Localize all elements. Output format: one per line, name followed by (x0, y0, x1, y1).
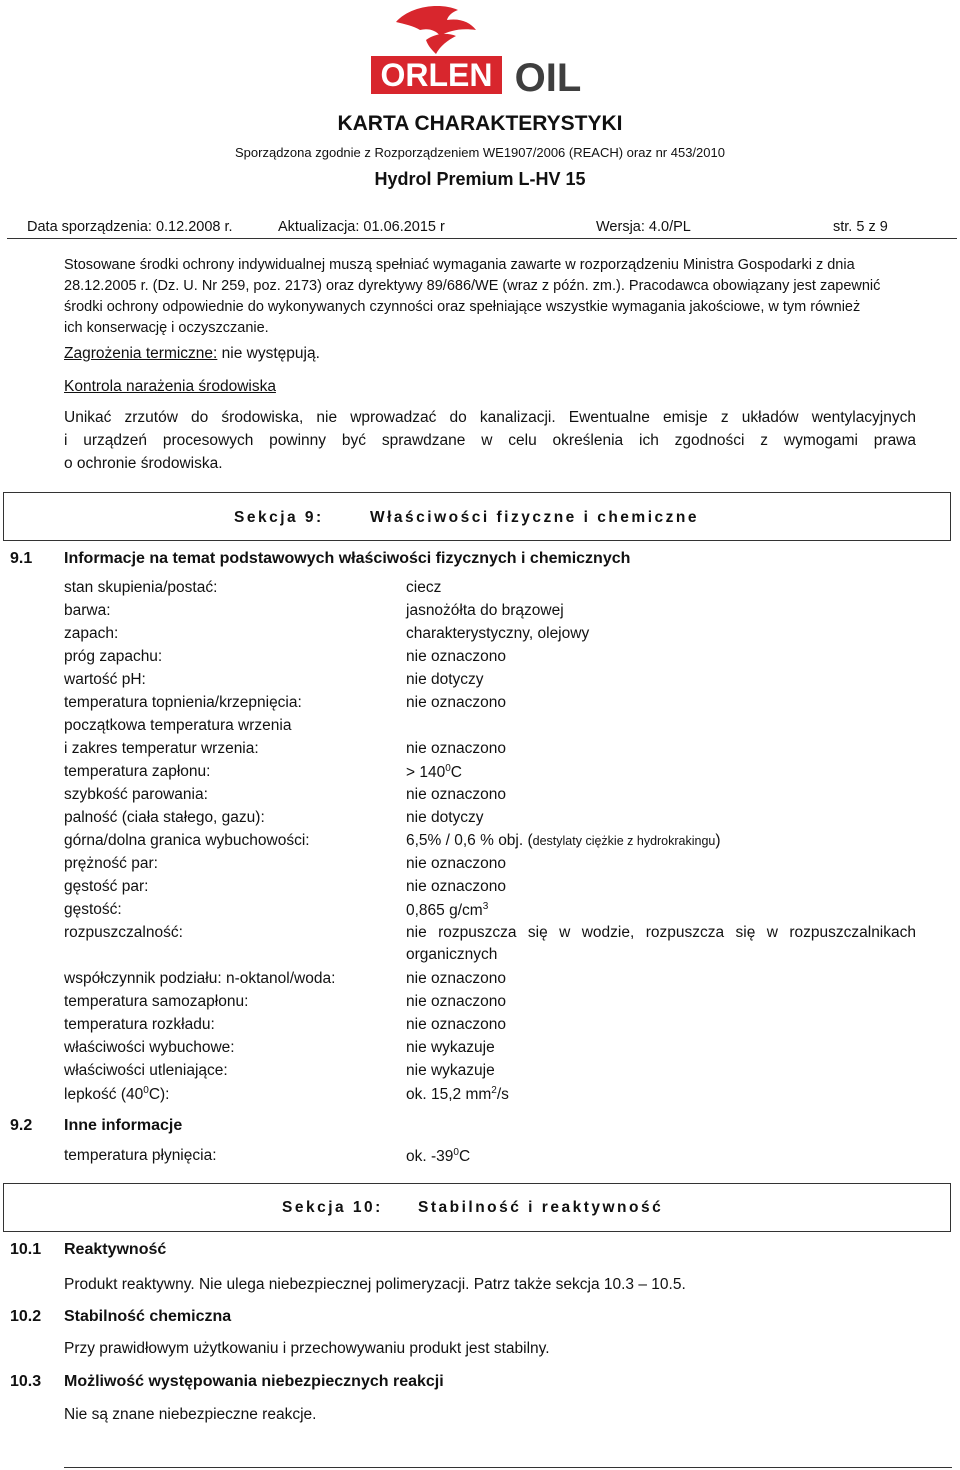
ppe-line-2: 28.12.2005 r. (Dz. U. Nr 259, poz. 2173) oraz dyrektywy 89/686/WE (wraz z późn. zm.). Pracodawca obowiązany jest zapewnić (64, 278, 881, 294)
property-label: temperatura samozapłonu: (64, 993, 249, 1010)
subsection-10-2-title: Stabilność chemiczna (64, 1308, 232, 1325)
property-label: prężność par: (64, 855, 158, 872)
page-number: str. 5 z 9 (833, 219, 888, 235)
property-label: początkowa temperatura wrzenia (64, 717, 292, 734)
env-paragraph (64, 406, 916, 475)
property-label: stan skupienia/postać: (64, 579, 218, 596)
section-10-label: Sekcja 10: (282, 1199, 383, 1216)
property-value: nie oznaczono (406, 694, 506, 711)
property-value: nie rozpuszcza się w wodzie, rozpuszcza się w rozpuszczalnikach organicznych (406, 924, 916, 963)
property-label: współczynnik podziału: n-oktanol/woda: (64, 970, 336, 987)
property-label: gęstość par: (64, 878, 149, 895)
property-value: > $140^0C$ (406, 763, 462, 782)
subsection-9-2-title: Inne informacje (64, 1117, 183, 1134)
subsection-10-1-title: Reaktywność (64, 1241, 167, 1258)
logo-text-orlen: ORLEN (380, 57, 493, 93)
property-label: właściwości wybuchowe: (64, 1039, 235, 1056)
property-label: lepkość $(40^0C)$: (64, 1085, 170, 1104)
subsection-9-2-number: 9.2 (10, 1117, 33, 1134)
env-line-3: o ochronie środowiska. (64, 455, 223, 472)
ppe-line-1: Stosowane środki ochrony indywidualnej muszą spełniać wymagania zawarte w rozporządzeniu Ministra Gospodarki z dnia (64, 257, 855, 273)
reactivity-text: Produkt reaktywny. Nie ulega niebezpiecznej polimeryzacji. Patrz także sekcja 10.3 – 10.5. (64, 1276, 686, 1293)
property-value: nie dotyczy (406, 671, 484, 688)
version: Wersja: 4.0/PL (596, 219, 691, 235)
property-label: gęstość: (64, 901, 122, 918)
document-title: KARTA CHARAKTERYSTYKI (337, 112, 623, 135)
subsection-9-1-number: 9.1 (10, 550, 33, 567)
orlen-oil-logo (0, 0, 960, 100)
property-value: nie oznaczono (406, 878, 506, 895)
section-9-title: Właściwości fizyczne i chemiczne (370, 509, 699, 526)
property-label: palność (ciała stałego, gazu): (64, 809, 265, 826)
property-value: nie oznaczono (406, 970, 506, 987)
subsection-10-2-number: 10.2 (10, 1308, 42, 1325)
ppe-line-4: ich konserwację i oczyszczanie. (64, 320, 269, 336)
thermal-hazards-label: Zagrożenia termiczne: (64, 345, 218, 362)
hazardous-reactions-text: Nie są znane niebezpieczne reakcje. (64, 1406, 317, 1423)
subsection-9-1-title: Informacje na temat podstawowych właściwości fizycznych i chemicznych (64, 550, 631, 567)
env-line-2: i urządzeń procesowych powinny być sprawdzane w celu określenia ich zgodności z wymogami prawa (64, 432, 916, 449)
property-label: górna/dolna granica wybuchowości: (64, 832, 310, 849)
property-label: wartość pH: (64, 671, 146, 688)
property-label: i zakres temperatur wrzenia: (64, 740, 259, 757)
property-value: nie wykazuje (406, 1039, 495, 1056)
property-label: temperatura rozkładu: (64, 1016, 215, 1033)
update-date: Aktualizacja: 01.06.2015 r (278, 219, 445, 235)
section-10-title: Stabilność i reaktywność (418, 1199, 664, 1216)
property-label: próg zapachu: (64, 648, 163, 665)
property-label: temperatura topnienia/krzepnięcia: (64, 694, 302, 711)
property-label: zapach: (64, 625, 119, 642)
ppe-line-3: środki ochrony odpowiednie do wykonywanych czynności oraz spełniające wszystkie wymagania jakościowe, w tym również (64, 299, 861, 315)
thermal-hazards (64, 345, 320, 363)
product-name: Hydrol Premium L-HV 15 (374, 169, 586, 189)
eagle-icon (396, 6, 476, 54)
property-label: barwa: (64, 602, 111, 619)
subsection-10-1-number: 10.1 (10, 1241, 42, 1258)
logo-text-oil: OIL (514, 56, 582, 100)
document-subtitle: Sporządzona zgodnie z Rozporządzeniem WE1907/2006 (REACH) oraz nr 453/2010 (235, 145, 725, 160)
property-value: 0,865 $g/cm^3$ (406, 901, 489, 920)
section-9-label: Sekcja 9: (234, 509, 324, 526)
ppe-paragraph (64, 255, 916, 339)
pour-point-label: temperatura płynięcia: (64, 1147, 217, 1164)
subsection-10-3-number: 10.3 (10, 1373, 42, 1390)
property-value: nie oznaczono (406, 993, 506, 1010)
date-created: Data sporządzenia: 0.12.2008 r. (27, 219, 233, 235)
subsection-10-3-title: Możliwość występowania niebezpiecznych reakcji (64, 1373, 444, 1390)
env-exposure-heading: Kontrola narażenia środowiska (64, 378, 276, 395)
header-divider (7, 238, 957, 239)
property-label: rozpuszczalność: (64, 924, 183, 941)
footer-divider (64, 1467, 952, 1468)
property-value: nie oznaczono (406, 740, 506, 757)
property-value: 6,5% / 0,6 % obj. (destylaty ciężkie z hydrokrakingu) (406, 832, 721, 849)
property-value: nie dotyczy (406, 809, 484, 826)
property-label: temperatura zapłonu: (64, 763, 211, 780)
property-value: charakterystyczny, olejowy (406, 625, 590, 642)
property-label: właściwości utleniające: (64, 1062, 228, 1079)
thermal-hazards-value: nie występują. (217, 345, 320, 362)
env-line-1: Unikać zrzutów do środowiska, nie wprowadzać do kanalizacji. Ewentualne emisje z układów wentylacyjnych (64, 409, 916, 426)
property-value: ciecz (406, 579, 442, 596)
pour-point-value: ok. $-39^0C$ (406, 1147, 471, 1166)
property-value: jasnożółta do brązowej (406, 602, 564, 619)
property-value: nie wykazuje (406, 1062, 495, 1079)
property-value: ok. 15,2 $mm^2/s$ (406, 1085, 509, 1104)
property-value: nie oznaczono (406, 1016, 506, 1033)
property-value: nie oznaczono (406, 855, 506, 872)
stability-text: Przy prawidłowym użytkowaniu i przechowywaniu produkt jest stabilny. (64, 1340, 550, 1357)
property-value: nie oznaczono (406, 786, 506, 803)
property-value: nie oznaczono (406, 648, 506, 665)
property-label: szybkość parowania: (64, 786, 208, 803)
